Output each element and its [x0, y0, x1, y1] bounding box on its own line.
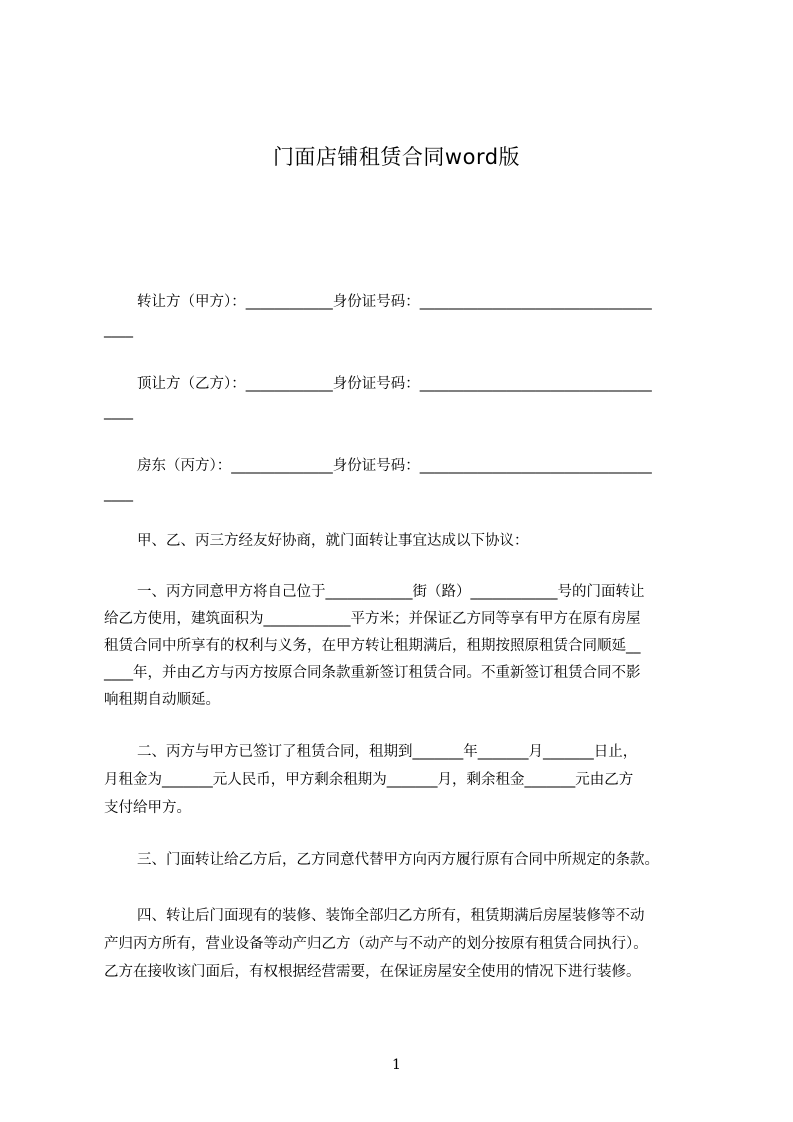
clause-1-line-4: ____年，并由乙方与丙方按原合同条款重新签订租赁合同。不重新签订租赁合同不影 [104, 665, 641, 681]
intro-paragraph: 甲、乙、丙三方经友好协商，就门面转让事宜达成以下协议： [137, 533, 529, 549]
clause-4-line-3: 乙方在接收该门面后，有权根据经营需要，在保证房屋安全使用的情况下进行装修。 [104, 964, 641, 980]
transferor-line: 转让方（甲方）：____________身份证号码：________________________________ [137, 294, 652, 310]
clause-1-line-3: 租赁合同中所享有的权利与义务，在甲方转让租期满后，租期按照原租赁合同顺延__ [104, 638, 641, 654]
page-number: 1 [392, 1057, 401, 1073]
clause-3-line-1: 三、门面转让给乙方后，乙方同意代替甲方向丙方履行原有合同中所规定的条款。 [137, 852, 659, 868]
clause-1-line-2: 给乙方使用，建筑面积为____________平方米；并保证乙方同等享有甲方在原有房屋 [104, 611, 641, 627]
clause-2-line-2: 月租金为_______元人民币，甲方剩余租期为_______月，剩余租金_______元由乙方 [104, 772, 634, 788]
landlord-line-tail: ____ [104, 486, 133, 502]
clause-1-line-5: 响租期自动顺延。 [104, 692, 220, 708]
clause-2-line-1: 二、丙方与甲方已签订了租赁合同，租期到_______年_______月_______日止， [137, 744, 638, 760]
document-title: 门面店铺租赁合同word版 [272, 145, 521, 169]
landlord-line: 房东（丙方）：______________身份证号码：________________________________ [137, 458, 652, 474]
clause-1-line-1: 一、丙方同意甲方将自己位于____________街（路）____________号的门面转让 [137, 584, 645, 600]
clause-4-line-1: 四、转让后门面现有的装修、装饰全部归乙方所有，租赁期满后房屋装修等不动 [137, 908, 645, 924]
clause-4-line-2: 产归丙方所有，营业设备等动产归乙方（动产与不动产的划分按原有租赁合同执行）。 [104, 936, 648, 952]
clause-2-line-3: 支付给甲方。 [104, 800, 191, 816]
transferee-line: 顶让方（乙方）：____________身份证号码：________________________________ [137, 376, 652, 392]
transferor-line-tail: ____ [104, 322, 133, 338]
transferee-line-tail: ____ [104, 404, 133, 420]
